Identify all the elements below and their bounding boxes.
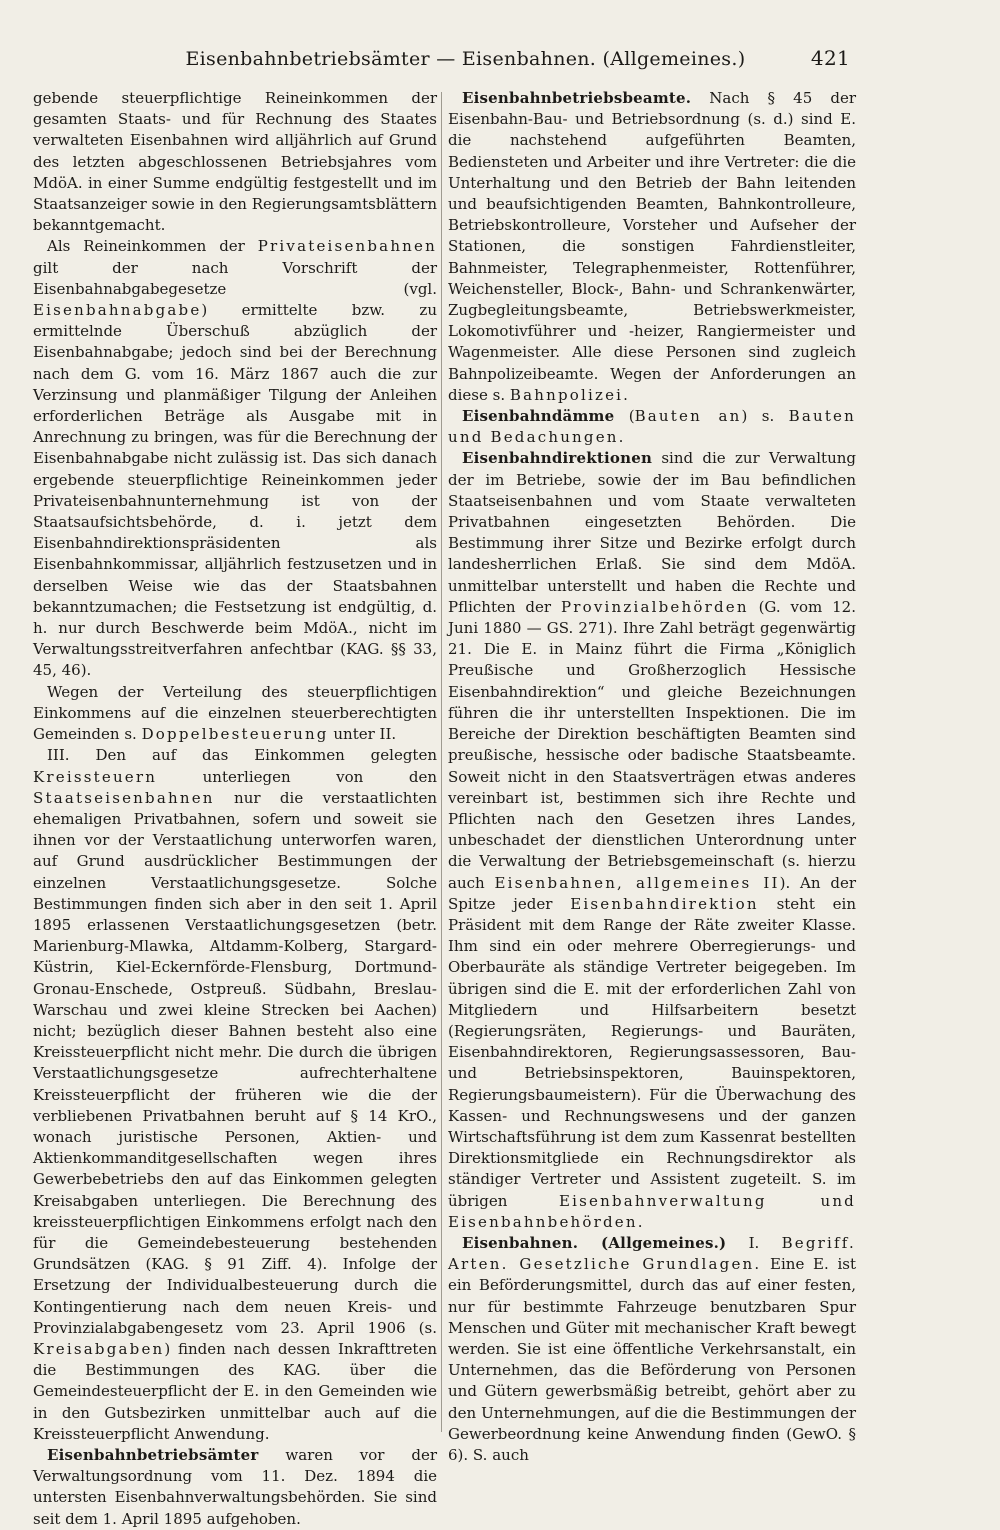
entry-eisenbahndirektionen (448, 448, 856, 1233)
paragraph-text: ). An der Spitze jeder (448, 873, 856, 913)
spaced-term: Staatseisenbahnen (33, 788, 215, 807)
paragraph-text: Als Reineinkommen der (47, 237, 258, 256)
column-divider (441, 92, 442, 1432)
running-title: Eisenbahnbetriebsämter — Eisenbahnen. (Allgemeines.) (185, 48, 746, 70)
paragraph-text: Wegen der Verteilung des steuerpflichtigen Einkommens auf die einzelnen steuerberechtigten Gemeinden s. (33, 682, 437, 744)
cross-reference: Eisenbahnabgabe (33, 301, 202, 320)
right-column (448, 88, 856, 1466)
spaced-term: Privateisenbahnen (257, 237, 437, 256)
running-header (160, 46, 850, 76)
paragraph-text: ) ermittelte bzw. zu ermittelnde Überschuß abzüglich der Eisenbahnabgabe; jedoch sind bei der Berechnung nach dem G. vom 16. März 1867 auch die zur Verzinsung und planmäßiger Tilgung der Anleihen erforderlichen Beträge als Ausgabe mit in Anrechnung zu bringen, was für die Berechnung der Eisenbahnabgabe nicht zulässig ist. Das sich danach ergebende steuerpflichtige Reineinkommen jeder Privateisenbahnunternehmung ist von der Staatsaufsichtsbehörde, d. i. jetzt dem Eisenbahndirektionspräsidenten als Eisenbahnkommissar, alljährlich festzusetzen und in derselben Weise wie das der Staatsbahnen bekanntzumachen; die Festsetzung ist endgültig, d. h. nur durch Beschwerde beim MdöA., nicht im Verwaltungsstreitverfahren anfechtbar (KAG. §§ 33, 45, 46). (33, 301, 437, 680)
paragraph-text: steht ein Präsident mit dem Range der Räte zweiter Klasse. Ihm sind ein oder mehrere Oberregierungs- und Oberbauräte als ständige Vertreter beigegeben. Im übrigen sind die E. mit der erforderlichen Zahl von Mitgliedern und Hilfsarbeitern besetzt (Regierungsräten, Regierungs- und Bauräten, Eisenbahndirektoren, Regierungsassessoren, Bau- und Betriebsinspektoren, Bauinspektoren, Regierungsbaumeistern). Für die Überwachung des Kassen- und Rechnungswesens und der ganzen Wirtschaftsführung ist dem zum Kassenrat bestellten Direktionsmitgliede ein Rechnungsdirektor als ständiger Vertreter und Assistent zugeteilt. S. im übrigen (448, 894, 856, 1210)
entry-headword: Eisenbahndämme (462, 407, 615, 426)
paragraph-text: gilt der nach Vorschrift der Eisenbahnabgabegesetze (vgl. (33, 258, 437, 298)
entry-headword: Eisenbahnbetriebsämter (47, 1446, 259, 1464)
paragraph-text: unterliegen von den (157, 767, 437, 786)
cross-reference: Kreisabgaben (33, 1339, 165, 1358)
paragraph-text: unter II. (328, 725, 397, 744)
spaced-term: Bauten an (634, 407, 742, 426)
paragraph-text: ( (614, 407, 635, 426)
paragraph-text: gebende steuerpflichtige Reineinkommen der gesamten Staats- und für Rechnung des Staates verwalteten Eisenbahnen wird alljährlich auf Grund des letzten abgeschlossenen Betriebsjahres vom MdöA. in einer Summe endgültig festgestellt und im Staatsanzeiger sowie in den Regierungsamtsblättern bekanntgemacht. (33, 89, 437, 235)
entry-eisenbahnen-allgemeines (448, 1233, 856, 1466)
entry-eisenbahnbetriebsbeamte (448, 88, 856, 406)
paragraph-text: . (623, 385, 628, 404)
paragraph-text: III. Den auf das Einkommen gelegten (47, 746, 437, 765)
page-number: 421 (810, 46, 850, 70)
entry-eisenbahndaemme (448, 406, 856, 448)
entry-headword: Eisenbahnbetriebsbeamte. (462, 89, 692, 107)
left-paragraph-1 (33, 88, 437, 236)
left-column (33, 88, 437, 1530)
left-paragraph-3 (33, 682, 437, 746)
cross-reference: Bauten und Bedachungen (448, 407, 856, 447)
paragraph-text: . (618, 428, 624, 447)
cross-reference: Bahnpolizei (509, 385, 624, 404)
paragraph-text: ) s. (741, 407, 789, 426)
paragraph-text: waren vor der Verwaltungsordnung vom 11. Dez. 1894 die untersten Eisenbahnverwaltungsbehörden. Sie sind seit dem 1. April 1895 aufgehoben. (33, 1446, 437, 1528)
paragraph-text: ) finden nach dessen Inkrafttreten die Bestimmungen des KAG. über die Gemeindesteuerpflicht der E. in den Gemeinden wie in den Gutsbezirken unmittelbar auch auf die Kreissteuerpflicht Anwendung. (33, 1339, 437, 1443)
paragraph-text: sind die zur Verwaltung der im Betriebe, sowie der im Bau befindlichen Staatseisenbahnen und vom Staate verwalteten Privatbahnen eingesetzten Behörden. Die Bestimmung ihrer Sitze und Bezirke erfolgt durch landesherrlichen Erlaß. Sie sind dem MdöA. unmittelbar unterstellt und haben die Rechte und Pflichten der (448, 449, 856, 616)
entry-headword: Eisenbahndirektionen (462, 449, 653, 468)
section-heading: Begriff. Arten. Gesetzliche Grundlagen. (448, 1233, 856, 1274)
paragraph-text: I. (726, 1233, 782, 1252)
cross-reference: Doppelbesteuerung (141, 725, 329, 744)
entry-eisenbahnbetriebsaemter (33, 1445, 437, 1530)
cross-reference: Eisenbahnen, allgemeines II (494, 873, 780, 892)
cross-reference: Eisenbahnverwaltung und Eisenbahnbehörden (448, 1191, 856, 1231)
spaced-term: Eisenbahndirektion (570, 894, 759, 913)
paragraph-text: . (637, 1212, 643, 1231)
paragraph-text: (G. vom 12. Juni 1880 — GS. 271). Ihre Zahl beträgt gegenwärtig 21. Die E. in Mainz führt die Firma „Königlich Preußische und Großherzoglich Hessische Eisenbahndirektion“ und gleiche Bezeichnungen führen die ihr unterstellten Inspektionen. Die im Bereiche der Direktion beschäftigten Beamten sind preußische, hessische oder badische Staatsbeamte. Soweit nicht in den Staatsverträgen etwas anderes vereinbart ist, bestimmen sich ihre Rechte und Pflichten nach den Gesetzen ihres Landes, unbeschadet der dienstlichen Unterordnung unter die Verwaltung der Betriebsgemeinschaft (s. hierzu auch (448, 597, 856, 892)
paragraph-text: Nach § 45 der Eisenbahn-Bau- und Betriebsordnung (s. d.) sind E. die nachstehend aufgeführten Beamten, Bediensteten und Arbeiter und ihre Vertreter: die die Unterhaltung und den Betrieb der Bahn leitenden und beaufsichtigenden Beamten, Bahnkontrolleure, Betriebskontrolleure, Vorsteher und Aufseher der Stationen, die sonstigen Fahrdienstleiter, Bahnmeister, Telegraphenmeister, Rottenführer, Weichensteller, Block-, Bahn- und Schrankenwärter, Zugbegleitungsbeamte, Betriebswerkmeister, Lokomotivführer und -heizer, Rangiermeister und Wagenmeister. Alle diese Personen sind zugleich Bahnpolizeibeamte. Wegen der Anforderungen an diese s. (448, 89, 856, 404)
left-paragraph-4 (33, 745, 437, 1445)
spaced-term: Kreissteuern (33, 767, 158, 786)
entry-headword: Eisenbahnen. (Allgemeines.) (462, 1233, 727, 1252)
paragraph-text: Eine E. ist ein Beförderungsmittel, durch das auf einer festen, nur für bestimmte Fahrzeuge benutzbaren Spur Menschen und Güter mit mechanischer Kraft bewegt werden. Sie ist eine öffentliche Verkehrsanstalt, ein Unternehmen, das die Beförderung von Personen und Gütern gewerbsmäßig betreibt, gehört aber zu den Unternehmungen, auf die die Bestimmungen der Gewerbeordnung keine Anwendung finden (GewO. § 6). S. auch (448, 1255, 856, 1464)
left-paragraph-2 (33, 236, 437, 681)
paragraph-text: nur die verstaatlichten ehemaligen Privatbahnen, sofern und soweit sie ihnen vor der Verstaatlichung unterworfen waren, auf Grund ausdrücklicher Bestimmungen der einzelnen Verstaatlichungsgesetze. Solche Bestimmungen finden sich aber in den seit 1. April 1895 erlassenen Verstaatlichungsgesetzen (betr. Marienburg-Mlawka, Altdamm-Kolberg, Stargard-Küstrin, Kiel-Eckernförde-Flensburg, Dortmund-Gronau-Enschede, Ostpreuß. Südbahn, Breslau-Warschau und zwei kleine Strecken bei Aachen) nicht; bezüglich dieser Bahnen besteht also eine Kreissteuerpflicht nicht mehr. Die durch die übrigen Verstaatlichungsgesetze aufrechterhaltene Kreissteuerpflicht der früheren wie die der verbliebenen Privatbahnen beruht auf § 14 KrO., wonach juristische Personen, Aktien- und Aktienkommanditgesellschaften wegen ihres Gewerbebetriebs den auf das Einkommen gelegten Kreisabgaben unterliegen. Die Berechnung des kreissteuerpflichtigen Einkommens erfolgt nach den für die Gemeindebesteuerung bestehenden Grundsätzen (KAG. § 91 Ziff. 4). Infolge der Ersetzung der Individualbesteuerung durch die Kontingentierung nach dem neuen Kreis- und Provinzialabgabengesetz vom 23. April 1906 (s. (33, 788, 437, 1337)
spaced-term: Provinzialbehörden (560, 597, 749, 616)
